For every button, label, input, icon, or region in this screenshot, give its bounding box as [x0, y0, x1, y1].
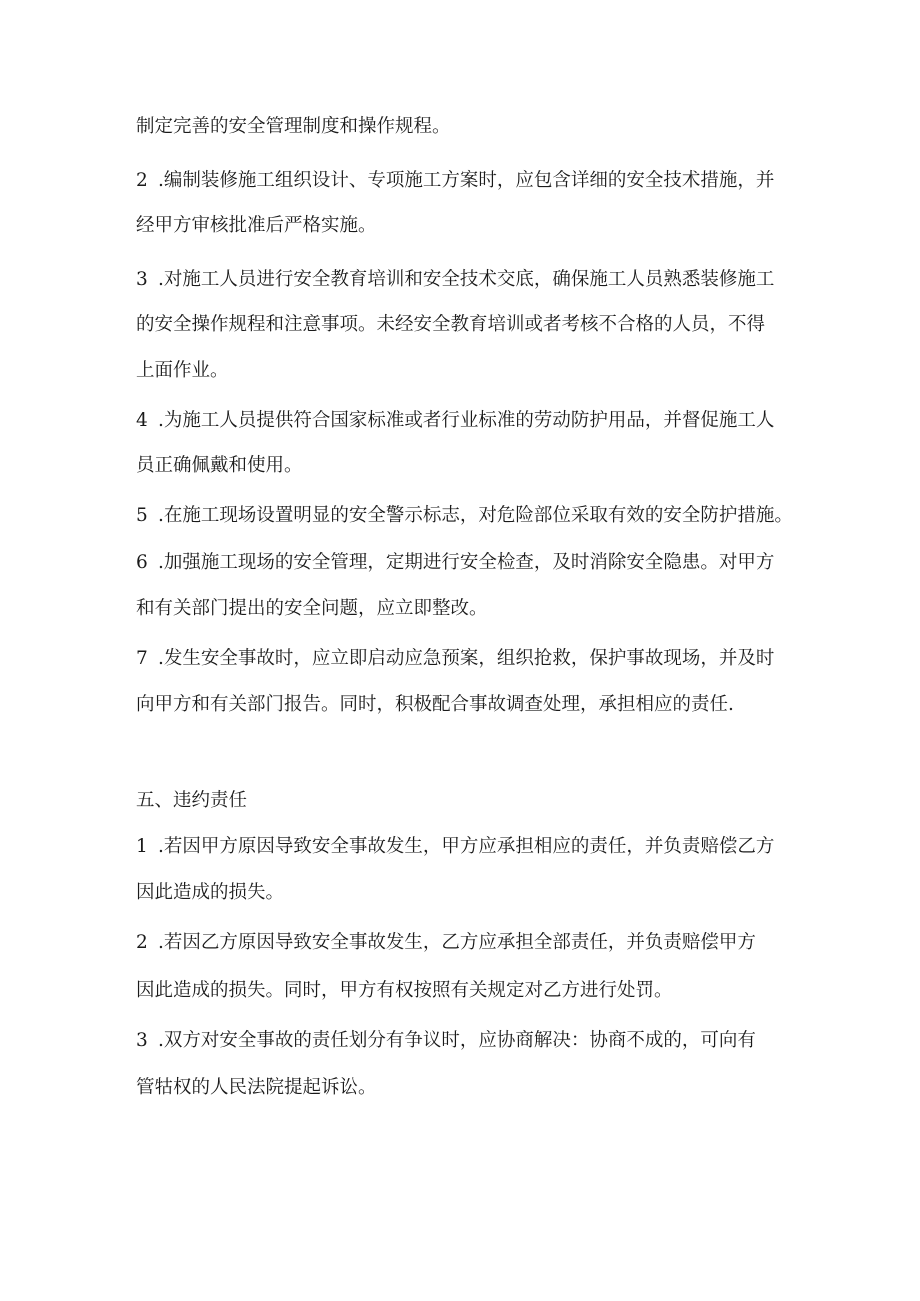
item-number: 1: [136, 836, 148, 857]
item-number: 3: [136, 1030, 148, 1051]
numbered-item: [136, 172, 786, 191]
text-line: [136, 118, 786, 137]
line-text: 因此造成的损失。: [136, 882, 285, 903]
line-text: 向甲方和有关部门报告。同时，积极配合事故调查处理，承担相应的责任.: [136, 694, 734, 715]
numbered-item: [136, 1032, 786, 1051]
numbered-item: [136, 554, 786, 573]
line-text: .若因甲方原因导致安全事故发生，甲方应承担相应的责任，并负责赔偿乙方: [158, 836, 775, 857]
line-text: 的安全操作规程和注意事项。未经安全教育培训或者考核不合格的人员，不得: [136, 314, 766, 335]
line-text: 制定完善的安全管理制度和操作规程。: [136, 116, 451, 137]
line-text: .在施工现场设置明显的安全警示标志，对危险部位采取有效的安全防护措施。: [158, 505, 793, 526]
text-line: [136, 362, 786, 381]
numbered-item: [136, 838, 786, 857]
numbered-item: [136, 271, 786, 290]
heading-text: 五、违约责任: [136, 790, 248, 811]
line-text: .为施工人员提供符合国家标准或者行业标准的劳动防护用品，并督促施工人: [158, 410, 775, 431]
item-number: 2: [136, 932, 148, 953]
item-number: 3: [136, 269, 148, 290]
line-text: 上面作业。: [136, 360, 229, 381]
line-text: .加强施工现场的安全管理，定期进行安全检查，及时消除安全隐患。对甲方: [158, 552, 775, 573]
line-text: 员正确佩戴和使用。: [136, 455, 303, 476]
line-text: .双方对安全事故的责任划分有争议时，应协商解决：协商不成的，可向有: [158, 1030, 756, 1051]
line-text: 和有关部门提出的安全问题，应立即整改。: [136, 598, 488, 619]
line-text: .对施工人员进行安全教育培训和安全技术交底，确保施工人员熟悉装修施工: [158, 269, 775, 290]
numbered-item: [136, 934, 786, 953]
item-number: 4: [136, 410, 148, 431]
numbered-item: [136, 505, 793, 526]
item-number: 2: [136, 170, 148, 191]
text-line: [136, 457, 786, 476]
item-number: 7: [136, 648, 148, 669]
text-line: [136, 600, 786, 619]
text-line: [136, 982, 786, 1001]
item-number: 5: [136, 505, 148, 526]
section-heading: [136, 792, 786, 811]
numbered-item: [136, 412, 786, 431]
line-text: .发生安全事故时，应立即启动应急预案，组织抢救，保护事故现场，并及时: [158, 648, 775, 669]
text-line: [136, 1079, 786, 1098]
line-text: .若因乙方原因导致安全事故发生，乙方应承担全部责任，并负责赔偿甲方: [158, 932, 756, 953]
item-number: 6: [136, 552, 148, 573]
line-text: .编制装修施工组织设计、专项施工方案时，应包含详细的安全技术措施，并: [158, 170, 775, 191]
line-text: 因此造成的损失。同时，甲方有权按照有关规定对乙方进行处罚。: [136, 980, 673, 1001]
line-text: 管牯权的人民法院提起诉讼。: [136, 1077, 377, 1098]
text-line: [136, 316, 786, 335]
line-text: 经甲方审核批准后严格实施。: [136, 215, 377, 236]
numbered-item: [136, 650, 786, 669]
text-line: [136, 217, 786, 236]
text-line: [136, 696, 786, 715]
text-line: [136, 884, 786, 903]
